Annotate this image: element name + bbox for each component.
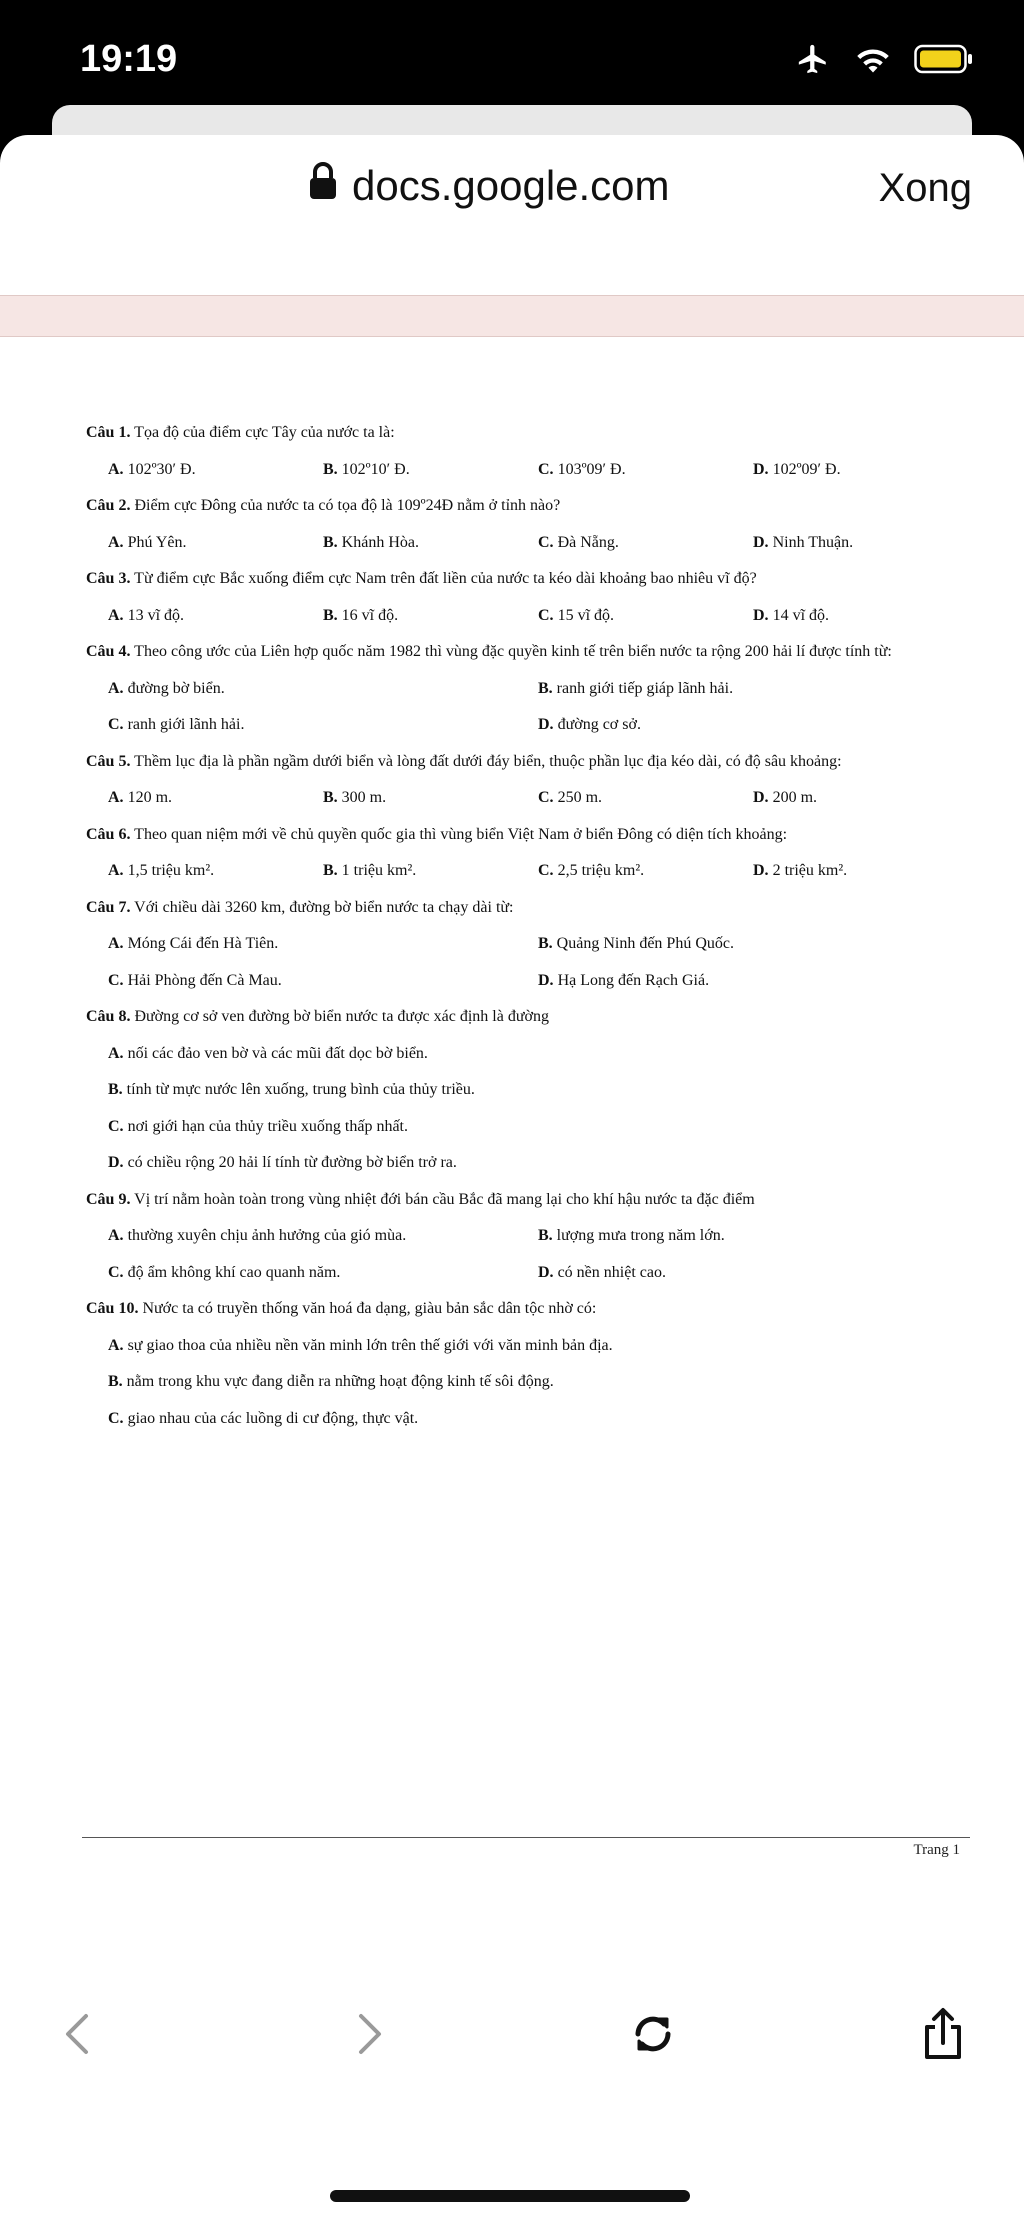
- option-text: Phú Yên.: [123, 533, 187, 551]
- option-text: nối các đảo ven bờ và các mũi đất dọc bờ biển.: [123, 1044, 428, 1062]
- wifi-icon: [854, 44, 892, 79]
- option-key: B.: [538, 679, 553, 697]
- answer-option: [516, 671, 946, 708]
- answer-option: [86, 525, 301, 562]
- option-text: Khánh Hòa.: [337, 533, 419, 551]
- question-text: [86, 1182, 966, 1219]
- answer-options: [86, 671, 966, 744]
- option-key: B.: [538, 935, 553, 952]
- question-body: Tọa độ của điểm cực Tây của nước ta là:: [130, 424, 395, 441]
- answer-option: [86, 598, 301, 635]
- question-text: [86, 890, 966, 927]
- option-key: B.: [323, 606, 338, 624]
- option-text: tính từ mực nước lên xuống, trung bình của thủy triều.: [122, 1081, 475, 1098]
- option-key: D.: [753, 789, 769, 806]
- option-text: thường xuyên chịu ảnh hưởng của gió mùa.: [123, 1227, 407, 1244]
- option-key: C.: [538, 533, 554, 551]
- answer-option: [86, 780, 301, 817]
- status-time: 19:19: [80, 38, 178, 80]
- answer-option: [86, 1401, 966, 1438]
- option-text: Quảng Ninh đến Phú Quốc.: [552, 935, 734, 952]
- option-key: D.: [538, 716, 554, 733]
- option-key: B.: [323, 533, 338, 551]
- option-key: A.: [108, 679, 124, 697]
- option-text: 1,5 triệu km².: [123, 862, 215, 879]
- option-text: Móng Cái đến Hà Tiên.: [123, 935, 279, 952]
- status-icons: [794, 42, 974, 81]
- answer-option: [516, 780, 731, 817]
- answer-option: [301, 853, 516, 890]
- option-key: C.: [538, 460, 554, 478]
- answer-option: [86, 963, 516, 1000]
- answer-option: [516, 598, 731, 635]
- answer-options: [86, 853, 966, 890]
- question-number: Câu 10.: [86, 1300, 139, 1317]
- answer-option: [516, 1255, 946, 1292]
- option-text: 250 m.: [553, 789, 603, 806]
- option-text: có chiều rộng 20 hải lí tính từ đường bờ biển trở ra.: [123, 1154, 457, 1171]
- question-body: Nước ta có truyền thống văn hoá đa dạng, giàu bản sắc dân tộc nhờ có:: [138, 1300, 597, 1317]
- option-text: nằm trong khu vực đang diễn ra những hoạt động kinh tế sôi động.: [122, 1373, 554, 1390]
- option-key: D.: [753, 862, 769, 879]
- question-body: Theo công ước của Liên hợp quốc năm 1982 thì vùng đặc quyền kinh tế trên biển nước ta rộng 200 hải lí được tính từ:: [130, 643, 892, 660]
- option-key: B.: [108, 1081, 123, 1098]
- option-text: nơi giới hạn của thủy triều xuống thấp nhất.: [123, 1117, 408, 1135]
- url-text: docs.google.com: [352, 162, 670, 209]
- answer-option: [301, 780, 516, 817]
- question-body: Thềm lục địa là phần ngầm dưới biển và lòng đất dưới đáy biển, thuộc phần lục địa kéo dài, có độ sâu khoảng:: [130, 752, 842, 770]
- answer-option: [86, 926, 516, 963]
- answer-option: [731, 853, 946, 890]
- answer-option: [86, 1218, 516, 1255]
- answer-options: [86, 598, 966, 635]
- answer-options: [86, 452, 966, 489]
- option-text: 102º09′ Đ.: [768, 460, 841, 478]
- question-number: Câu 1.: [86, 424, 131, 441]
- document-content: [86, 415, 966, 1437]
- answer-option: [86, 1255, 516, 1292]
- option-key: A.: [108, 460, 124, 478]
- option-key: A.: [108, 1336, 124, 1354]
- answer-option: [516, 1218, 946, 1255]
- answer-options: [86, 525, 966, 562]
- answer-option: [86, 707, 516, 744]
- answer-option: [86, 1072, 966, 1109]
- answer-option: [86, 1364, 966, 1401]
- option-text: 13 vĩ độ.: [123, 606, 185, 624]
- browser-toolbar: [0, 2000, 1024, 2090]
- share-icon: [921, 2007, 965, 2064]
- question-number: Câu 9.: [86, 1190, 131, 1208]
- question-number: Câu 3.: [86, 570, 131, 587]
- question-body: Từ điểm cực Bắc xuống điểm cực Nam trên đất liền của nước ta kéo dài khoảng bao nhiêu vĩ độ?: [130, 570, 757, 587]
- option-key: C.: [538, 789, 554, 806]
- share-button[interactable]: [908, 2000, 978, 2070]
- option-text: giao nhau của các luồng di cư động, thực vật.: [123, 1409, 419, 1427]
- question-number: Câu 7.: [86, 898, 131, 916]
- answer-option: [731, 598, 946, 635]
- option-key: B.: [323, 862, 338, 879]
- answer-option: [301, 525, 516, 562]
- option-key: B.: [108, 1373, 123, 1390]
- option-text: có nền nhiệt cao.: [553, 1263, 666, 1281]
- answer-options: [86, 1328, 966, 1438]
- option-key: C.: [538, 606, 554, 624]
- question-body: Điểm cực Đông của nước ta có tọa độ là 109º24Đ nằm ở tỉnh nào?: [130, 497, 561, 514]
- question-number: Câu 8.: [86, 1008, 131, 1025]
- option-text: 15 vĩ độ.: [553, 606, 615, 624]
- option-key: A.: [108, 862, 124, 879]
- answer-option: [86, 452, 301, 489]
- page-number: Trang 1: [913, 1842, 960, 1858]
- option-text: ranh giới lãnh hải.: [123, 716, 245, 733]
- answer-option: [301, 598, 516, 635]
- answer-option: [86, 1036, 966, 1073]
- question-text: [86, 415, 966, 452]
- option-key: D.: [108, 1154, 124, 1171]
- url-display[interactable]: [308, 161, 670, 211]
- option-key: A.: [108, 789, 124, 806]
- option-text: 120 m.: [123, 789, 173, 806]
- footer-rule: [82, 1837, 970, 1838]
- question-body: Vị trí nằm hoàn toàn trong vùng nhiệt đới bán cầu Bắc đã mang lại cho khí hậu nước ta đặc điểm: [130, 1190, 755, 1208]
- option-key: A.: [108, 606, 124, 624]
- option-text: Ninh Thuận.: [768, 533, 854, 551]
- question-text: [86, 561, 966, 598]
- option-text: đường bờ biển.: [123, 679, 225, 697]
- question-text: [86, 744, 966, 781]
- question-number: Câu 6.: [86, 825, 131, 843]
- option-key: C.: [108, 1263, 124, 1281]
- question-text: [86, 817, 966, 854]
- answer-option: [86, 853, 301, 890]
- answer-option: [86, 1145, 966, 1182]
- option-text: độ ẩm không khí cao quanh năm.: [123, 1263, 341, 1281]
- question-number: Câu 4.: [86, 643, 131, 660]
- option-key: A.: [108, 1227, 124, 1244]
- option-key: A.: [108, 1044, 124, 1062]
- answer-option: [516, 963, 946, 1000]
- question-text: [86, 634, 966, 671]
- option-key: A.: [108, 533, 124, 551]
- option-key: B.: [538, 1227, 553, 1244]
- answer-option: [86, 1328, 966, 1365]
- answer-option: [516, 525, 731, 562]
- option-key: D.: [753, 460, 769, 478]
- option-key: B.: [323, 789, 338, 806]
- answer-options: [86, 780, 966, 817]
- answer-option: [86, 1109, 966, 1146]
- option-text: 2,5 triệu km².: [553, 862, 645, 879]
- option-key: B.: [323, 460, 338, 478]
- option-key: C.: [108, 1117, 124, 1135]
- answer-options: [86, 926, 966, 999]
- option-text: Hạ Long đến Rạch Giá.: [553, 971, 710, 989]
- battery-icon: [914, 44, 974, 79]
- question-body: Đường cơ sở ven đường bờ biển nước ta được xác định là đường: [130, 1008, 549, 1025]
- option-text: 300 m.: [337, 789, 387, 806]
- question-text: [86, 488, 966, 525]
- answer-option: [301, 452, 516, 489]
- docs-header-band: [0, 295, 1024, 337]
- answer-option: [731, 452, 946, 489]
- answer-option: [516, 707, 946, 744]
- chevron-left-icon: [62, 2012, 92, 2059]
- answer-option: [516, 452, 731, 489]
- option-text: lượng mưa trong năm lớn.: [552, 1227, 725, 1244]
- option-key: D.: [538, 971, 554, 989]
- option-key: D.: [538, 1263, 554, 1281]
- option-key: D.: [753, 606, 769, 624]
- question-body: Với chiều dài 3260 km, đường bờ biển nước ta chạy dài từ:: [130, 898, 514, 916]
- option-text: đường cơ sở.: [553, 716, 641, 733]
- reload-button[interactable]: [618, 2000, 688, 2070]
- option-text: 102º10′ Đ.: [337, 460, 410, 478]
- option-key: A.: [108, 935, 124, 952]
- option-text: 102º30′ Đ.: [123, 460, 196, 478]
- option-text: 14 vĩ độ.: [768, 606, 830, 624]
- answer-option: [516, 853, 731, 890]
- home-indicator: [330, 2190, 690, 2202]
- url-bar: [0, 135, 1024, 290]
- answer-option: [731, 780, 946, 817]
- chevron-right-icon: [355, 2012, 385, 2059]
- option-text: Hải Phòng đến Cà Mau.: [123, 971, 282, 989]
- question-number: Câu 2.: [86, 497, 131, 514]
- option-text: 200 m.: [768, 789, 818, 806]
- reload-icon: [629, 2010, 677, 2061]
- lock-icon: [308, 161, 338, 211]
- option-key: C.: [108, 716, 124, 733]
- option-text: 16 vĩ độ.: [337, 606, 399, 624]
- question-text: [86, 999, 966, 1036]
- question-text: [86, 1291, 966, 1328]
- option-key: C.: [108, 971, 124, 989]
- airplane-icon: [794, 42, 832, 81]
- option-text: Đà Nẵng.: [553, 533, 619, 551]
- option-text: ranh giới tiếp giáp lãnh hải.: [552, 679, 734, 697]
- option-key: D.: [753, 533, 769, 551]
- option-text: 103º09′ Đ.: [553, 460, 626, 478]
- answer-option: [731, 525, 946, 562]
- option-key: C.: [538, 862, 554, 879]
- option-text: 1 triệu km².: [337, 862, 417, 879]
- option-text: sự giao thoa của nhiều nền văn minh lớn trên thế giới với văn minh bản địa.: [123, 1336, 613, 1354]
- question-number: Câu 5.: [86, 752, 131, 770]
- option-text: 2 triệu km².: [768, 862, 848, 879]
- answer-options: [86, 1036, 966, 1182]
- forward-button[interactable]: [335, 2000, 405, 2070]
- option-key: C.: [108, 1409, 124, 1427]
- answer-option: [516, 926, 946, 963]
- answer-options: [86, 1218, 966, 1291]
- question-body: Theo quan niệm mới về chủ quyền quốc gia thì vùng biển Việt Nam ở biển Đông có diện tích khoảng:: [130, 825, 788, 843]
- done-button[interactable]: Xong: [873, 165, 978, 212]
- answer-option: [86, 671, 516, 708]
- back-button[interactable]: [42, 2000, 112, 2070]
